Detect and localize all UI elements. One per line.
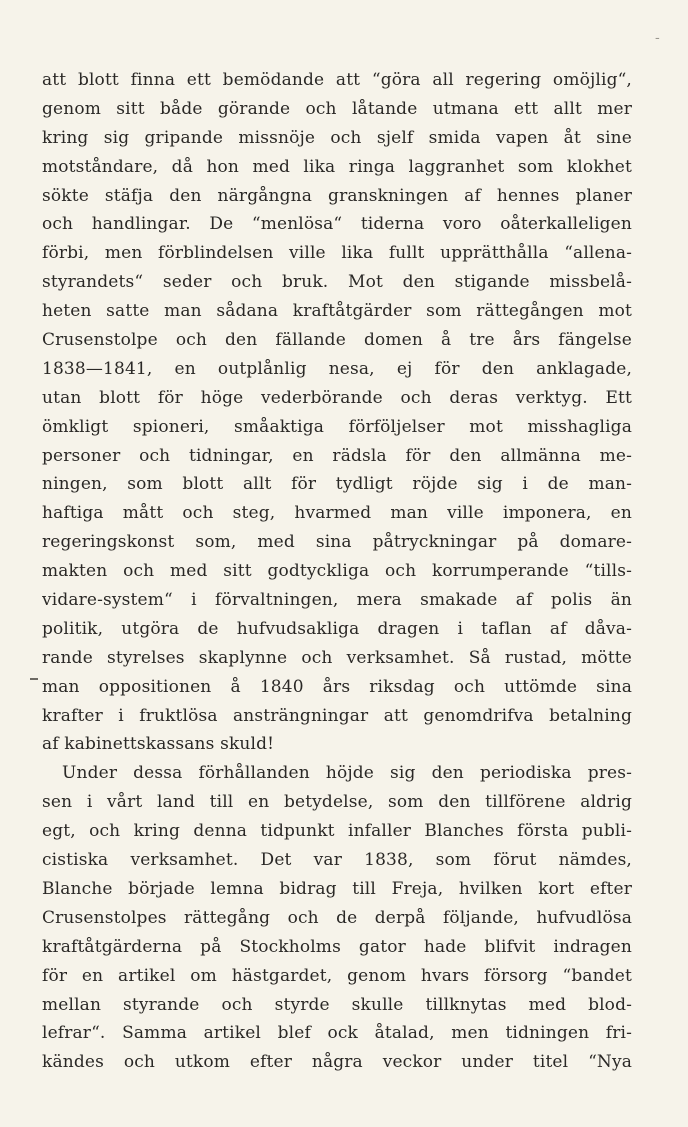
text-line: motståndare, då hon med lika ringa laggranhet som klokhet xyxy=(42,156,632,177)
text-line: ömkligt spioneri, småaktiga förföljelser mot misshagliga xyxy=(42,416,632,437)
text-line: cistiska verksamhet. Det var 1838, som förut nämdes, xyxy=(42,850,632,871)
text-line: heten satte man sådana kraftåtgärder som rättegången mot xyxy=(42,301,632,322)
text-line: kring sig gripande missnöje och sjelf smida vapen åt sine xyxy=(42,127,632,148)
text-line: kändes och utkom efter några veckor under titel “Nya xyxy=(42,1052,632,1073)
text-line: och handlingar. De “menlösa“ tiderna voro oåterkalleligen xyxy=(42,214,632,235)
text-line: styrandets“ seder och bruk. Mot den stigande missbelå- xyxy=(42,272,632,293)
text-line: personer och tidningar, en rädsla för den allmänna me- xyxy=(42,445,632,466)
text-line: Crusenstolpe och den fällande domen å tre års fängelse xyxy=(42,330,632,351)
text-line: krafter i fruktlösa ansträngningar att genomdrifva betalning xyxy=(42,705,632,726)
page-edge-mark: - xyxy=(655,30,660,46)
text-line: af kabinettskassans skuld! xyxy=(42,734,275,755)
text-line: Crusenstolpes rättegång och de derpå följande, hufvudlösa xyxy=(42,907,632,928)
text-line: kraftåtgärderna på Stockholms gator hade blifvit indragen xyxy=(42,936,632,957)
text-line: Blanche började lemna bidrag till Freja, hvilken kort efter xyxy=(42,878,632,899)
text-line: egt, och kring denna tidpunkt infaller Blanches första publi- xyxy=(42,821,632,842)
text-line: vidare-system“ i förvaltningen, mera smakade af polis än xyxy=(42,590,632,611)
text-line: sen i vårt land till en betydelse, som den tillförene aldrig xyxy=(42,792,632,813)
text-line: politik, utgöra de hufvudsakliga dragen i taflan af dåva- xyxy=(42,618,632,639)
text-line: förbi, men förblindelsen ville lika fullt upprätthålla “allena- xyxy=(42,243,632,264)
margin-dash-mark xyxy=(30,678,38,680)
text-line: regeringskonst som, med sina påtryckningar på domare- xyxy=(42,532,632,553)
text-line: sökte stäfja den närgångna granskningen af hennes planer xyxy=(42,185,632,206)
text-line: mellan styrande och styrde skulle tillknytas med blod- xyxy=(42,994,632,1015)
text-line: för en artikel om hästgardet, genom hvars försorg “bandet xyxy=(42,965,632,986)
text-line: att blott finna ett bemödande att “göra all regering omöjlig“, xyxy=(42,70,632,90)
text-line: makten och med sitt godtyckliga och korrumperande “tills- xyxy=(42,561,632,582)
text-line: man oppositionen å 1840 års riksdag och uttömde sina xyxy=(42,676,632,697)
text-line: utan blott för höge vederbörande och deras verktyg. Ett xyxy=(42,387,632,408)
text-line: ningen, som blott allt för tydligt röjde sig i de man- xyxy=(42,474,632,495)
text-line: lefrar“. Samma artikel blef ock åtalad, men tidningen fri- xyxy=(42,1023,632,1044)
body-text xyxy=(42,66,632,1077)
text-line: Under dessa förhållanden höjde sig den periodiska pres- xyxy=(62,763,632,784)
text-line: genom sitt både görande och låtande utmana ett allt mer xyxy=(42,98,632,119)
text-line: rande styrelses skaplynne och verksamhet. Så rustad, mötte xyxy=(42,647,632,668)
text-line: 1838—1841, en outplånlig nesa, ej för den anklagade, xyxy=(42,358,632,379)
text-line: haftiga mått och steg, hvarmed man ville imponera, en xyxy=(42,503,632,524)
